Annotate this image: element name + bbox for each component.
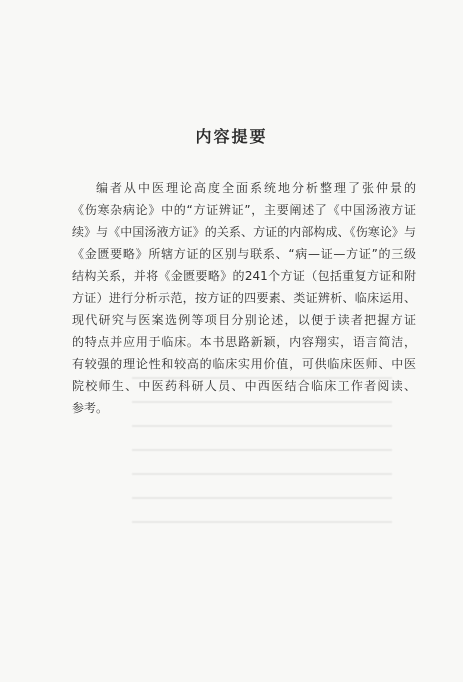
summary-line-9: 有较强的理论性和较高的临床实用价值，可供临床医师、中医 (72, 357, 416, 371)
summary-paragraph (72, 177, 416, 419)
summary-line-2: 《伤寒杂病论》中的“方证辨证”，主要阐述了《中国汤液方证 (72, 203, 416, 217)
summary-line-8: 的特点并应用于临床。本书思路新颖，内容翔实，语言简洁， (72, 335, 416, 349)
page-title: 内容提要 (195, 127, 268, 146)
summary-line-1: 编者从中医理论高度全面系统地分析整理了张仲景的 (96, 181, 416, 195)
summary-line-5: 结构关系，并将《金匮要略》的241个方证（包括重复方证和附 (72, 269, 416, 283)
summary-line-4: 《金匮要略》所辖方证的区别与联系、“病—证—方证”的三级 (72, 247, 416, 261)
summary-line-3: 续》与《中国汤液方证》的关系、方证的内部构成、《伤寒论》与 (72, 225, 416, 239)
summary-line-7: 现代研究与医案选例等项目分别论述，以便于读者把握方证 (72, 313, 416, 327)
summary-line-6: 方证）进行分析示范，按方证的四要素、类证辨析、临床运用、 (72, 291, 416, 305)
summary-line-10: 院校师生、中医药科研人员、中西医结合临床工作者阅读、 (72, 379, 416, 393)
summary-line-11: 参考。 (72, 401, 109, 415)
